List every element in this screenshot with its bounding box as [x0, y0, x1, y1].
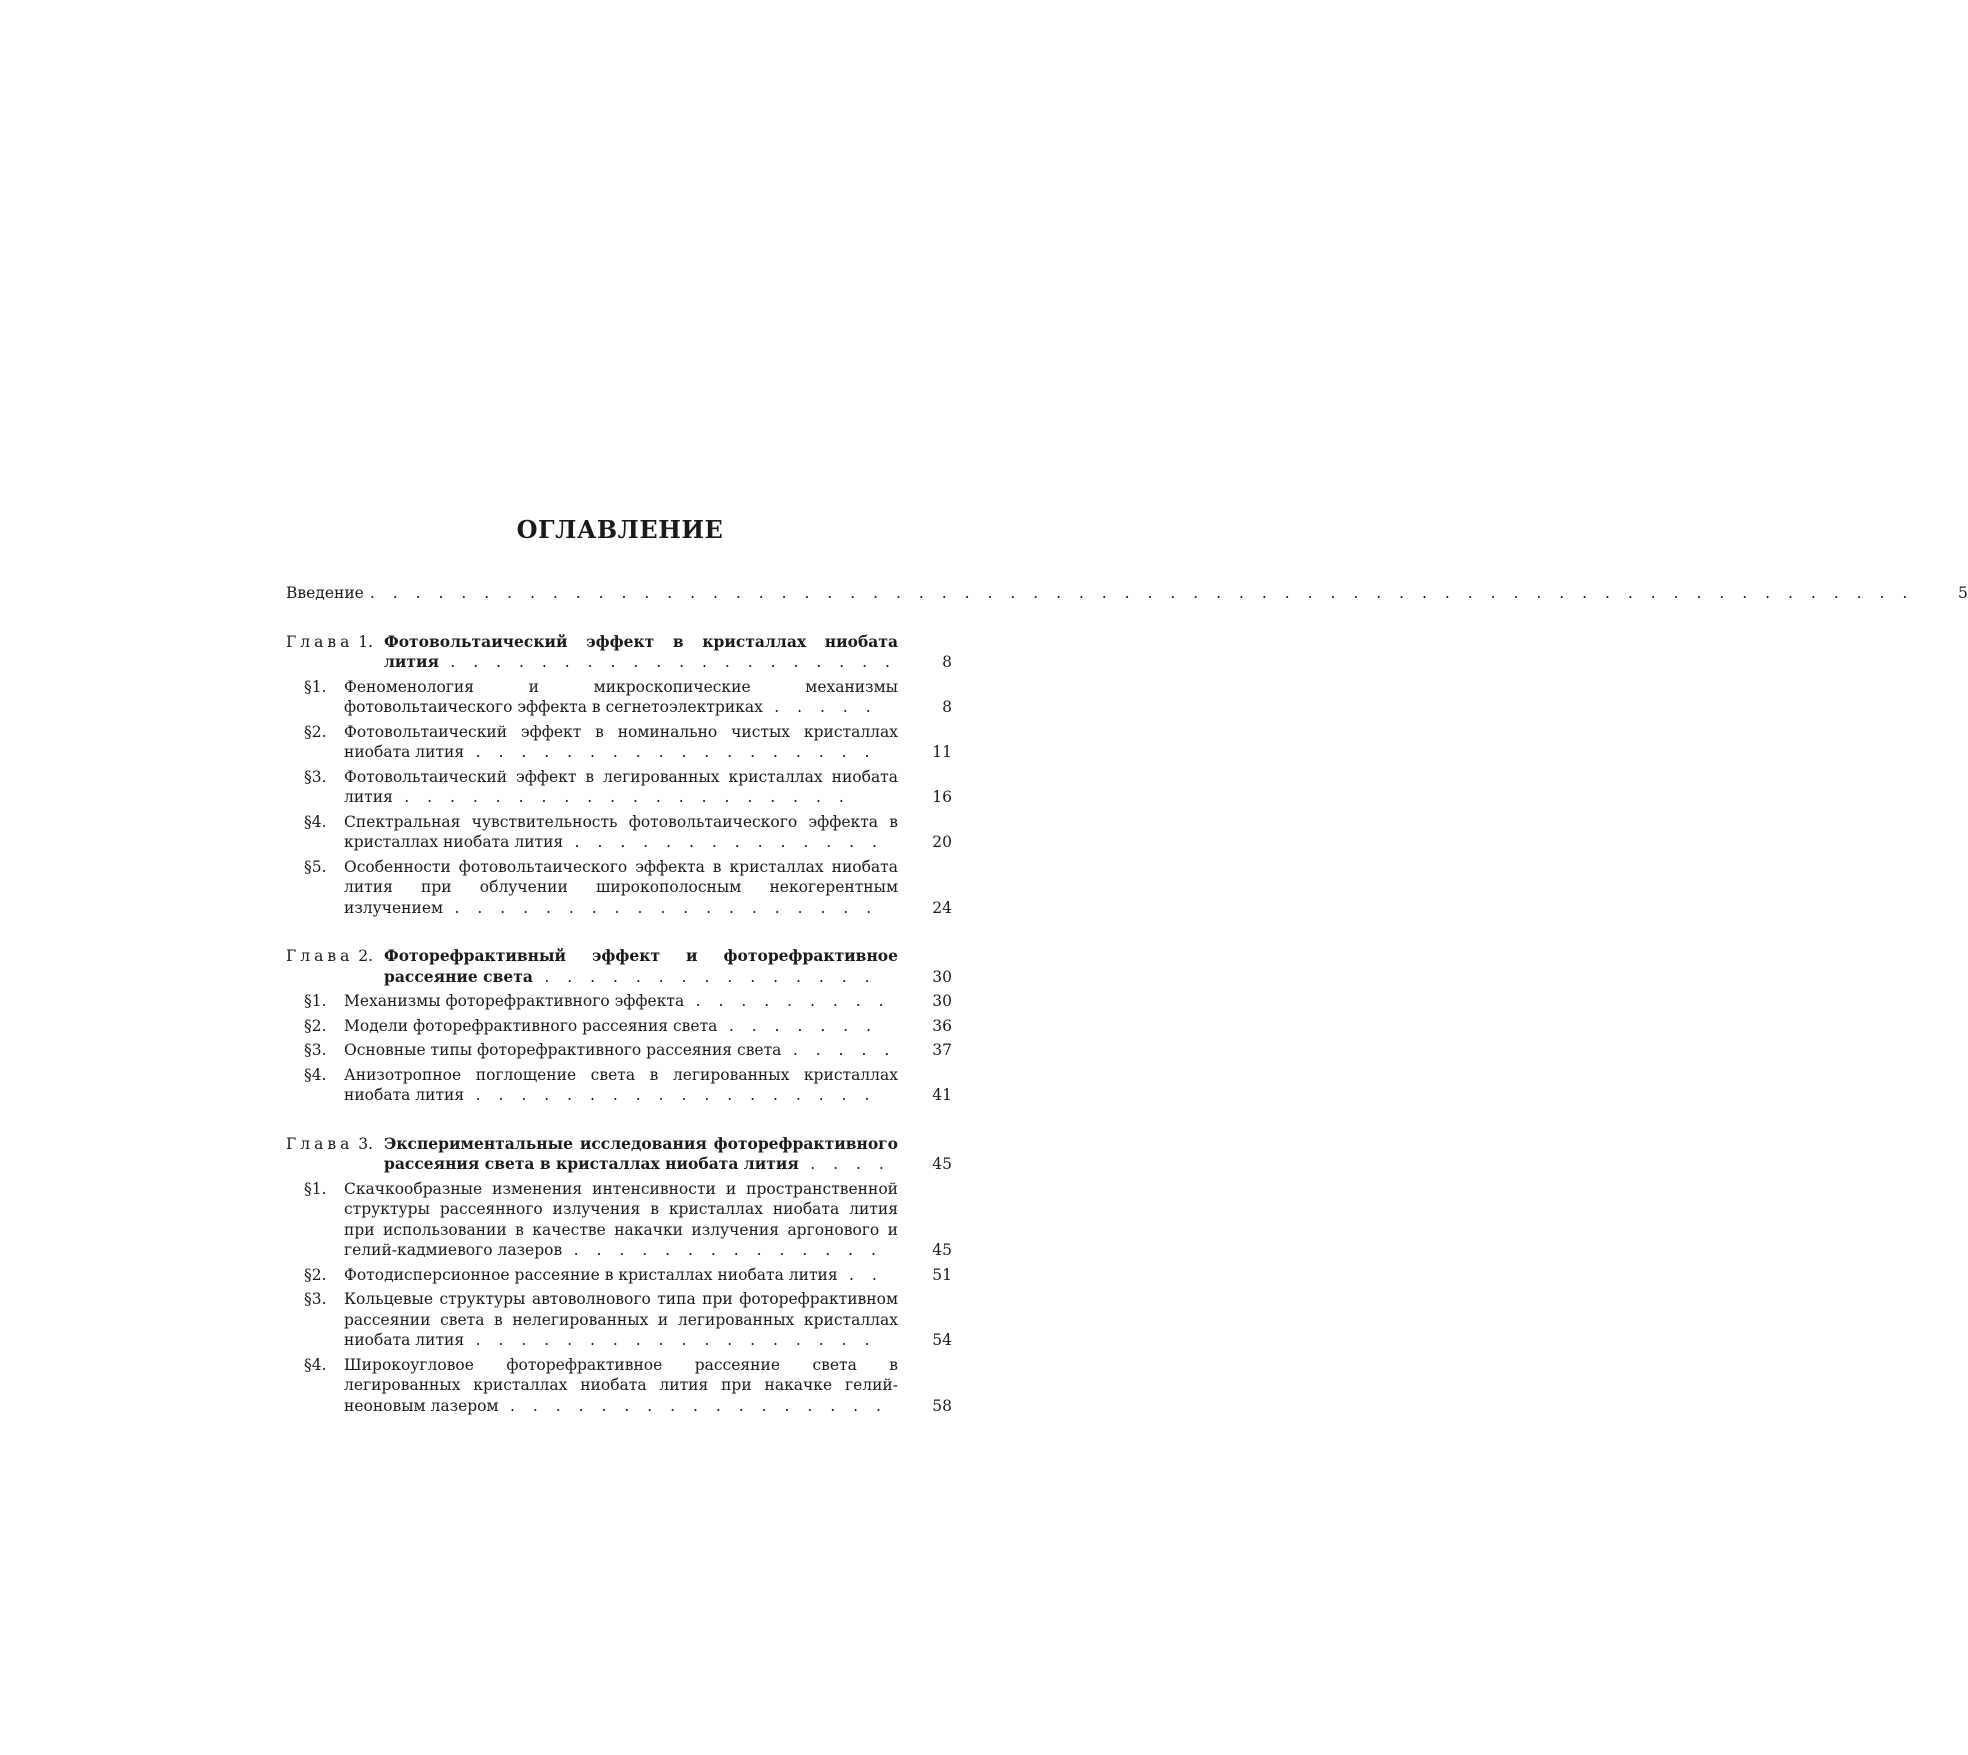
chapter-prefix: Глава: [286, 947, 354, 965]
section-entry[interactable]: [286, 1016, 952, 1037]
chapter-2: [286, 946, 952, 1106]
toc-intro[interactable]: [286, 583, 1968, 604]
section-title: Механизмы фоторефрактивного эффекта: [344, 992, 685, 1010]
section-page-number: 20: [932, 833, 952, 851]
section-page-number: 41: [932, 1086, 952, 1104]
section-entry[interactable]: [286, 1065, 952, 1106]
section-title: Основные типы фоторефрактивного рассеяния света: [344, 1041, 782, 1059]
dot-leader: . . . . . . .: [717, 1016, 878, 1035]
chapter-heading[interactable]: [286, 632, 952, 673]
dot-leader: . . . .: [798, 1155, 891, 1173]
chapter-1: [286, 632, 952, 919]
section-title: Особенности фотовольтаического эффекта в кристаллах ниобата лития при облучении широкополосным некогерентным излучением: [344, 857, 898, 917]
chapter-prefix: Глава: [286, 632, 354, 651]
section-number: §2.: [304, 1265, 327, 1284]
section-page-number: 24: [932, 898, 952, 917]
section-title: Анизотропное поглощение света в легированных кристаллах ниобата лития: [344, 1065, 898, 1104]
section-entry[interactable]: [286, 1355, 952, 1417]
section-page-number: 30: [932, 992, 952, 1010]
section-title: Скачкообразные изменения интенсивности и пространственной структуры рассеянного излучения в кристаллах ниобата лития при использовании в качестве накачки излучения аргонового и гелий-кадмиевого лазеров: [344, 1179, 898, 1259]
dot-leader: . . . . . . . . . . . . . . . . . .: [464, 1086, 876, 1104]
intro-label: Введение: [286, 584, 364, 602]
table-of-contents: [286, 583, 1968, 1416]
section-entry[interactable]: [286, 767, 952, 808]
section-number: §4.: [304, 1355, 327, 1374]
section-title: Модели фоторефрактивного рассеяния света: [344, 1016, 718, 1035]
section-number: §1.: [304, 677, 327, 696]
chapter-heading[interactable]: [286, 1134, 952, 1175]
section-entry[interactable]: [286, 991, 952, 1012]
dot-leader: . .: [837, 1265, 884, 1284]
section-page-number: 54: [932, 1331, 952, 1349]
section-entry[interactable]: [286, 857, 952, 919]
section-page-number: 16: [932, 788, 952, 806]
section-title: Спектральная чувствительность фотовольтаического эффекта в кристаллах ниобата лития: [344, 812, 898, 851]
section-title: Феноменология и микроскопические механизмы фотовольтаического эффекта в сегнетоэлектриках: [344, 677, 898, 716]
section-number: §5.: [304, 857, 327, 876]
section-number: §4.: [304, 812, 327, 831]
chapter-prefix: Глава: [286, 1134, 354, 1153]
chapter-title: Экспериментальные исследования фоторефрактивного рассеяния света в кристаллах ниобата лития: [384, 1133, 898, 1173]
section-entry[interactable]: [286, 1289, 952, 1351]
section-page-number: 58: [932, 1396, 952, 1415]
chapter-3: [286, 1134, 952, 1417]
chapter-page-number: 45: [932, 1155, 952, 1173]
chapter-page-number: 8: [942, 653, 952, 671]
dot-leader: . . . . . . . . .: [684, 992, 891, 1010]
chapter-number: 2.: [358, 947, 374, 965]
chapter-number: 1.: [358, 632, 374, 651]
section-entry[interactable]: [286, 677, 952, 718]
section-number: §3.: [304, 1041, 327, 1059]
dot-leader: . . . . .: [781, 1041, 896, 1059]
section-entry[interactable]: [286, 722, 952, 763]
chapter-title: Фотовольтаический эффект в кристаллах ниобата лития: [384, 631, 898, 671]
dot-leader: . . . . . . . . . . . . . . . . . . . . . . . . . . . . . . . . . . . . . . . . . . . . . . . . . . . . . . . . . . . . . . . . . . . .: [369, 584, 1914, 602]
chapter-number: 3.: [358, 1134, 374, 1153]
dot-leader: . . . . .: [762, 698, 878, 716]
section-number: §4.: [304, 1065, 327, 1084]
page-title: ОГЛАВЛЕНИЕ: [516, 515, 724, 544]
section-title: Фотовольтаический эффект в номинально чистых кристаллах ниобата лития: [344, 722, 898, 761]
section-title: Фотодисперсионное рассеяние в кристаллах ниобата лития: [344, 1265, 838, 1284]
dot-leader: . . . . . . . . . . . . . . . . . .: [464, 743, 876, 761]
dot-leader: . . . . . . . . . . . . . . . . . . . .: [392, 788, 851, 806]
dot-leader: . . . . . . . . . . . . . . . . . . . .: [438, 653, 897, 671]
chapter-title: Фоторефрактивный эффект и фоторефрактивное рассеяние света: [384, 946, 898, 986]
section-number: §1.: [304, 1179, 327, 1198]
section-number: §2.: [304, 1016, 327, 1035]
chapter-page-number: 30: [932, 967, 952, 986]
dot-leader: . . . . . . . . . . . . . . . . . . .: [443, 898, 878, 917]
section-entry[interactable]: [286, 1265, 952, 1286]
section-page-number: 51: [932, 1265, 952, 1284]
dot-leader: . . . . . . . . . . . . . . .: [532, 967, 877, 986]
chapter-heading[interactable]: [286, 946, 952, 987]
dot-leader: . . . . . . . . . . . . . .: [563, 833, 884, 851]
section-number: §1.: [304, 992, 327, 1010]
dot-leader: . . . . . . . . . . . . . . . . . .: [464, 1331, 876, 1349]
section-page-number: 36: [932, 1016, 952, 1035]
section-entry[interactable]: [286, 1040, 952, 1061]
section-entry[interactable]: [286, 1179, 952, 1261]
section-title: Фотовольтаический эффект в легированных кристаллах ниобата лития: [344, 767, 898, 806]
section-page-number: 45: [932, 1241, 952, 1259]
intro-page-number: 5: [1957, 584, 1968, 602]
section-page-number: 11: [932, 743, 952, 761]
section-page-number: 8: [942, 698, 952, 716]
section-title: Кольцевые структуры автоволнового типа при фоторефрактивном рассеянии света в нелегированных и легированных кристаллах ниобата лития: [344, 1290, 898, 1349]
section-page-number: 37: [932, 1041, 952, 1059]
section-title: Широкоугловое фоторефрактивное рассеяние света в легированных кристаллах ниобата лития при накачке гелий-неоновым лазером: [344, 1355, 898, 1415]
section-number: §3.: [304, 767, 327, 786]
dot-leader: . . . . . . . . . . . . . .: [562, 1241, 883, 1259]
section-number: §2.: [304, 722, 327, 741]
section-entry[interactable]: [286, 812, 952, 853]
dot-leader: . . . . . . . . . . . . . . . . .: [498, 1396, 888, 1415]
section-number: §3.: [304, 1290, 327, 1308]
